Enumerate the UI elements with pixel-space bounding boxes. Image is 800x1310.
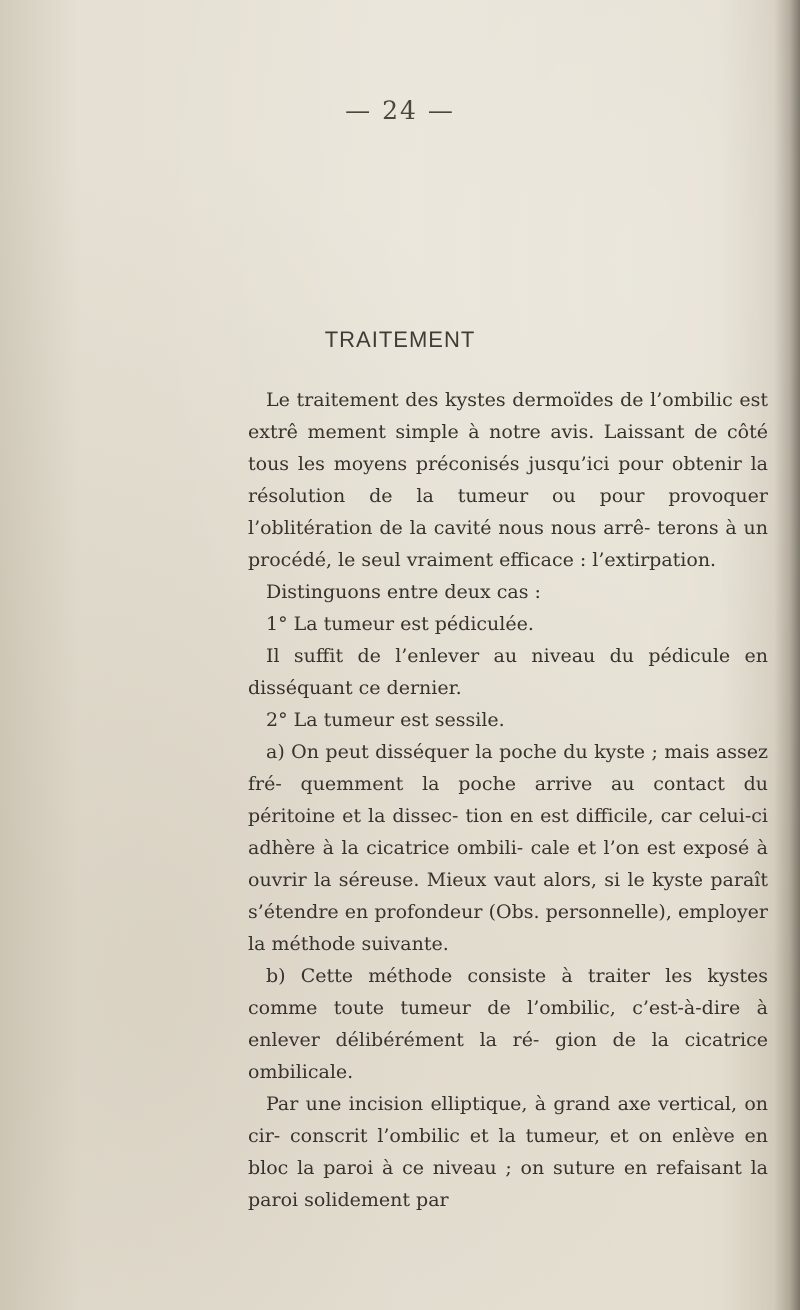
body-text	[248, 384, 768, 1216]
paragraph-case-2b: b) Cette méthode consiste à traiter les kystes comme toute tumeur de l’ombilic, c’est-à-dire à enlever délibérément la ré- gion de la cicatrice ombilicale.	[248, 965, 768, 1083]
paragraph-case-2-heading: 2° La tumeur est sessile.	[266, 709, 505, 731]
paragraph-case-2a: a) On peut disséquer la poche du kyste ; mais assez fré- quemment la poche arrive au contact du péritoine et la dissec- tion en est difficile, car celui-ci adhère à la cicatrice ombili- cale et l’on est exposé à ouvrir la séreuse. Mieux vaut alors, si le kyste paraît s’étendre en profondeur (Obs. personnelle), employer la méthode suivante.	[248, 741, 768, 955]
paragraph-intro: Le traitement des kystes dermoïdes de l’ombilic est extrê mement simple à notre avis. Laissant de côté tous les moyens préconisés jusqu’ici pour obtenir la résolution de la tumeur ou pour provoquer l’oblitération de la cavité nous nous arrê- terons à un procédé, le seul vraiment efficace : l’extirpation.	[248, 389, 768, 571]
paragraph-two-cases: Distinguons entre deux cas :	[266, 581, 541, 603]
paragraph-incision: Par une incision elliptique, à grand axe vertical, on cir- conscrit l’ombilic et la tumeur, et on enlève en bloc la paroi à ce niveau ; on suture en refaisant la paroi solidement par	[248, 1093, 768, 1211]
page-number: — 24 —	[345, 96, 455, 125]
paragraph-case-1-heading: 1° La tumeur est pédiculée.	[266, 613, 534, 635]
page-edge-shadow	[774, 0, 800, 1310]
paragraph-case-1-text: Il suffit de l’enlever au niveau du pédicule en disséquant ce dernier.	[248, 645, 768, 699]
section-title: TRAITEMENT	[324, 327, 476, 352]
